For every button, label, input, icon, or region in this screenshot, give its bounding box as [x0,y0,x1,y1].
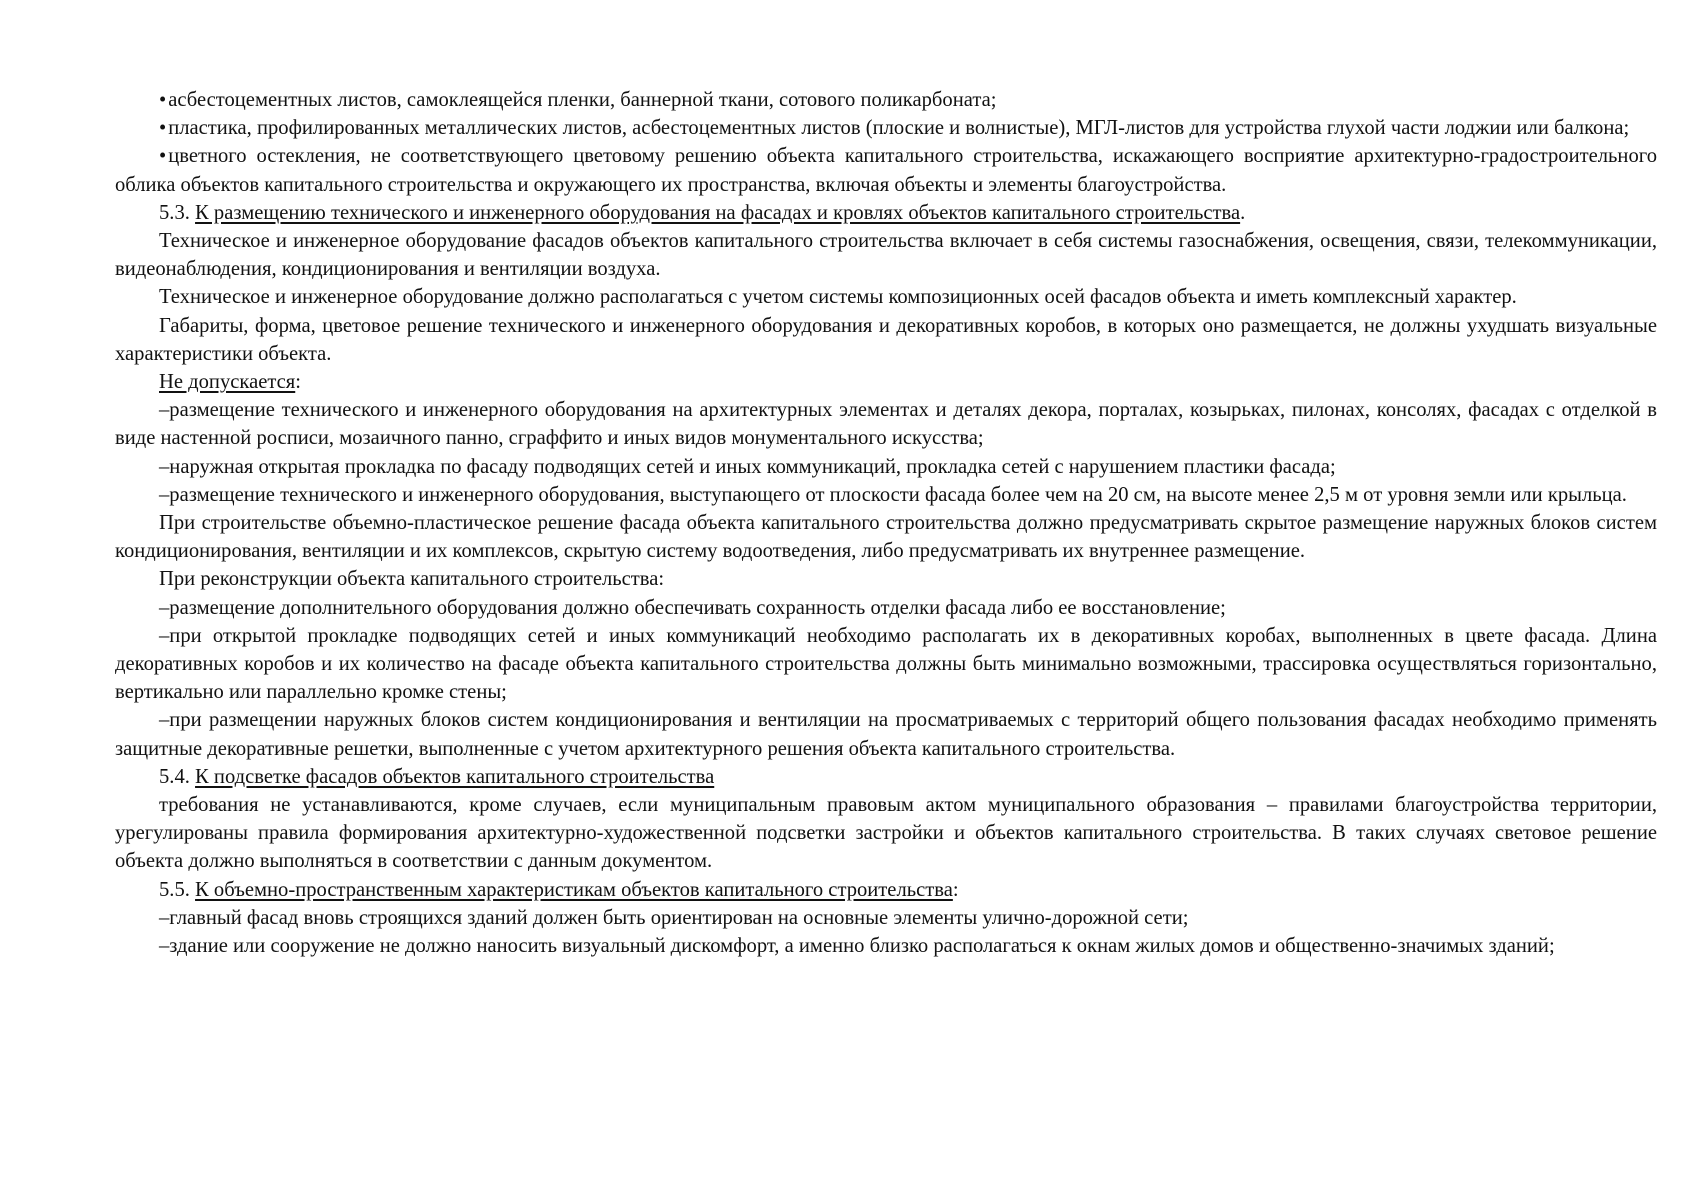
section-title: К размещению технического и инженерного оборудования на фасадах и кровлях объектов капитального строительства [195,201,1241,224]
not-allowed-label: Не допускается [159,371,296,394]
dash-item: –при открытой прокладке подводящих сетей и иных коммуникаций необходимо располагать их в декоративных коробах, выполненных в цвете фасада. Длина декоративных коробов и их количество на фасаде объекта капитального строительства должны быть минимально возможными, трассировка осуществляться горизонтально, вертикально или параллельно кромке стены; [115,624,1657,704]
dash-item: –при размещении наружных блоков систем кондиционирования и вентиляции на просматриваемых с территорий общего пользования фасадах необходимо применять защитные декоративные решетки, выполненные с учетом архитектурного решения объекта капитального строительства. [115,709,1657,760]
section-number: 5.5. [159,878,196,901]
not-allowed-heading [115,368,1657,396]
heading-tail: . [1240,201,1246,224]
dash-item: –размещение технического и инженерного оборудования на архитектурных элементах и деталях декора, порталах, козырьках, пилонах, консолях, фасадах с отделкой в виде настенной росписи, мозаичного панно, сграффито и иных видов монументального искусства; [115,399,1657,450]
bullet-item: • асбестоцементных листов, самоклеящейся пленки, баннерной ткани, сотового поликарбоната; [115,86,1657,114]
section-heading-5-3 [115,199,1657,227]
dash-item: –размещение технического и инженерного оборудования, выступающего от плоскости фасада более чем на 20 см, на высоте менее 2,5 м от уровня земли или крыльца. [159,483,1627,506]
section-title: К объемно-пространственным характеристикам объектов капитального строительства [195,878,953,901]
heading-colon: : [295,371,301,394]
section-number: 5.3. [159,201,196,224]
document-page [115,86,1657,960]
bullet-item: • пластика, профилированных металлических листов, асбестоцементных листов (плоские и волнистые), МГЛ-листов для устройства глухой части лоджии или балкона; [115,114,1657,142]
paragraph: Техническое и инженерное оборудование должно располагаться с учетом системы композиционных осей фасадов объекта и иметь комплексный характер. [159,286,1517,309]
dash-item: –здание или сооружение не должно наносить визуальный дискомфорт, а именно близко располагаться к окнам жилых домов и общественно-значимых зданий; [159,935,1555,958]
paragraph: Габариты, форма, цветовое решение технического и инженерного оборудования и декоративных коробов, в которых оно размещается, не должны ухудшать визуальные характеристики объекта. [115,314,1657,365]
section-number: 5.4. [159,765,196,788]
section-heading-5-4 [115,763,1657,791]
paragraph: требования не устанавливаются, кроме случаев, если муниципальным правовым актом муниципального образования – правилами благоустройства территории, урегулированы правила формирования архитектурно-художественной подсветки застройки и объектов капитального строительства. В таких случаях световое решение объекта должно выполняться в соответствии с данным документом. [115,794,1657,873]
dash-item: –наружная открытая прокладка по фасаду подводящих сетей и иных коммуникаций, прокладка сетей с нарушением пластики фасада; [159,455,1336,478]
paragraph: При строительстве объемно-пластическое решение фасада объекта капитального строительства должно предусматривать скрытое размещение наружных блоков систем кондиционирования, вентиляции и их комплексов, скрытую систему водоотведения, либо предусматривать их внутреннее размещение. [115,512,1657,563]
heading-colon: : [952,878,959,901]
dash-item: –главный фасад вновь строящихся зданий должен быть ориентирован на основные элементы улично-дорожной сети; [159,906,1189,929]
paragraph: Техническое и инженерное оборудование фасадов объектов капитального строительства включает в себя системы газоснабжения, освещения, связи, телекоммуникации, видеонаблюдения, кондиционирования и вентиляции воздуха. [115,230,1657,281]
dash-item: –размещение дополнительного оборудования должно обеспечивать сохранность отделки фасада либо ее восстановление; [159,596,1226,619]
section-title: К подсветке фасадов объектов капитального строительства [195,765,715,788]
section-heading-5-5 [115,876,1657,904]
bullet-item: • цветного остекления, не соответствующего цветовому решению объекта капитального строительства, искажающего восприятие архитектурно-градостроительного облика объектов капитального строительства и окружающего их пространства, включая объекты и элементы благоустройства. [115,142,1657,198]
paragraph: При реконструкции объекта капитального строительства: [159,568,665,591]
